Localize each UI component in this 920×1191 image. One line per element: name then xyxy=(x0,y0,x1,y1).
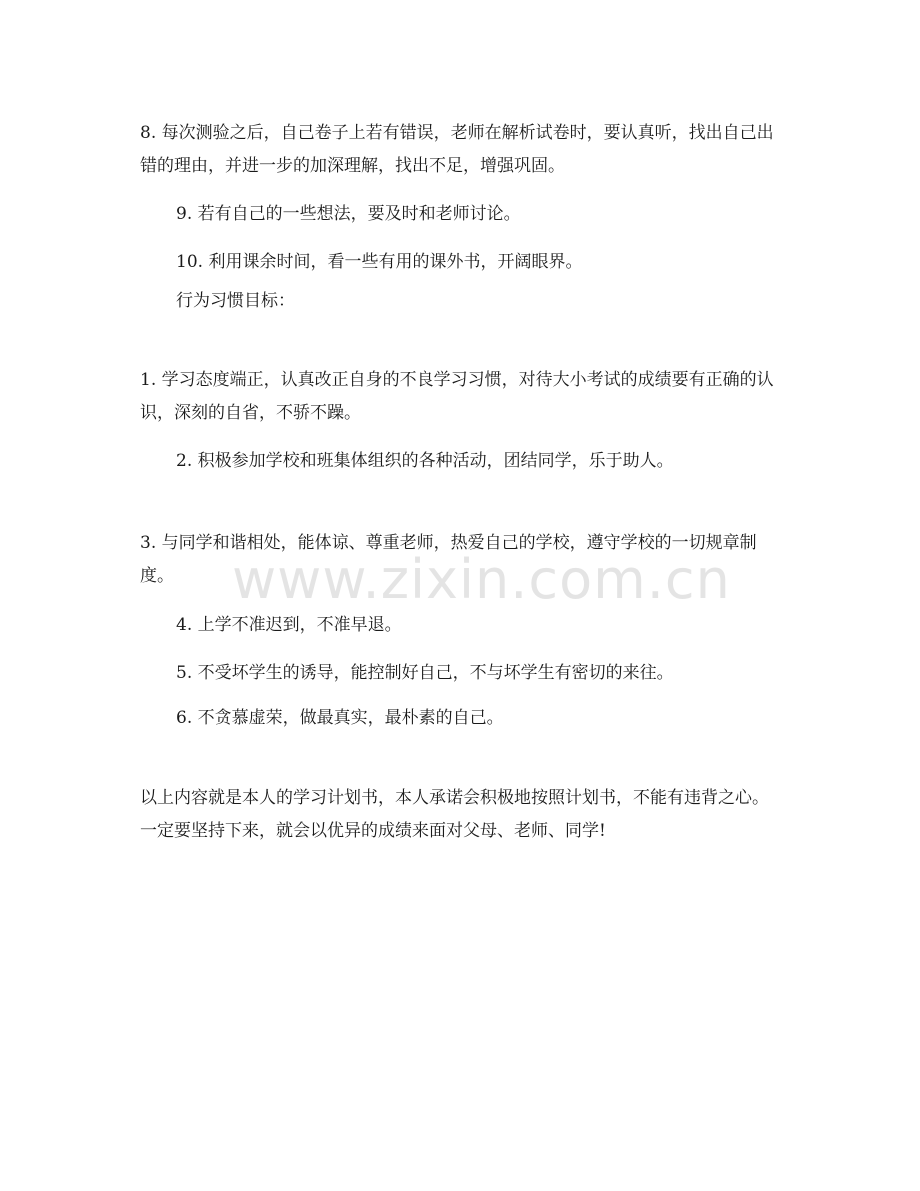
paragraph-behavior-4: 4. 上学不准迟到，不准早退。 xyxy=(176,615,402,635)
paragraph-behavior-6: 6. 不贪慕虚荣，做最真实，最朴素的自己。 xyxy=(176,708,504,728)
section-heading-behavior-goals: 行为习惯目标： xyxy=(176,291,295,311)
watermark-text: www.zixin.com.cn xyxy=(232,548,731,611)
paragraph-behavior-5: 5. 不受坏学生的诱导，能控制好自己，不与坏学生有密切的来往。 xyxy=(176,663,674,683)
paragraph-item-9: 9. 若有自己的一些想法，要及时和老师讨论。 xyxy=(176,204,521,224)
paragraph-behavior-1: 1. 学习态度端正，认真改正自身的不良学习习惯，对待大小考试的成绩要有正确的认识，深刻的自省，不骄不躁。 xyxy=(140,370,774,423)
paragraph-conclusion: 以上内容就是本人的学习计划书，本人承诺会积极地按照计划书，不能有违背之心。一定要坚持下来，就会以优异的成绩来面对父母、老师、同学! xyxy=(140,788,769,841)
paragraph-item-10: 10. 利用课余时间，看一些有用的课外书，开阔眼界。 xyxy=(176,252,583,272)
paragraph-behavior-2: 2. 积极参加学校和班集体组织的各种活动，团结同学，乐于助人。 xyxy=(176,451,674,471)
paragraph-item-8: 8. 每次测验之后，自己卷子上若有错误，老师在解析试卷时，要认真听，找出自己出错的理由，并进一步的加深理解，找出不足，增强巩固。 xyxy=(140,123,774,176)
paragraph-behavior-3: 3. 与同学和谐相处，能体谅、尊重老师，热爱自己的学校，遵守学校的一切规章制度。 xyxy=(140,533,757,586)
